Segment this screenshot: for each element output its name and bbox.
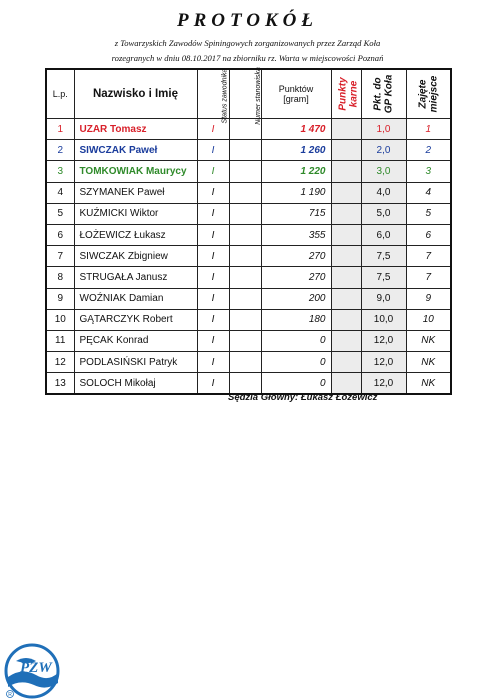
pzw-logo-icon bbox=[2, 641, 62, 699]
row-points: 270 bbox=[261, 246, 331, 267]
row-lp: 6 bbox=[46, 224, 74, 245]
row-penalty bbox=[331, 203, 361, 224]
row-lp: 9 bbox=[46, 288, 74, 309]
row-stand bbox=[229, 309, 261, 330]
table-row bbox=[46, 224, 451, 245]
header-penalty bbox=[331, 69, 361, 119]
row-points: 270 bbox=[261, 267, 331, 288]
header-points bbox=[261, 69, 331, 119]
row-place: 7 bbox=[406, 267, 451, 288]
row-place: NK bbox=[406, 352, 451, 373]
table-row bbox=[46, 119, 451, 140]
row-stand bbox=[229, 161, 261, 182]
row-status: I bbox=[197, 352, 229, 373]
row-gp: 9,0 bbox=[361, 288, 406, 309]
svg-text:PZW: PZW bbox=[20, 660, 52, 676]
table-row bbox=[46, 309, 451, 330]
row-points: 1 190 bbox=[261, 182, 331, 203]
row-gp: 10,0 bbox=[361, 309, 406, 330]
row-lp: 5 bbox=[46, 203, 74, 224]
row-penalty bbox=[331, 161, 361, 182]
row-points: 180 bbox=[261, 309, 331, 330]
row-points: 200 bbox=[261, 288, 331, 309]
row-gp: 1,0 bbox=[361, 119, 406, 140]
row-lp: 7 bbox=[46, 246, 74, 267]
row-stand bbox=[229, 246, 261, 267]
row-status: I bbox=[197, 161, 229, 182]
row-status: I bbox=[197, 309, 229, 330]
table-row bbox=[46, 161, 451, 182]
row-gp: 4,0 bbox=[361, 182, 406, 203]
row-penalty bbox=[331, 182, 361, 203]
row-lp: 8 bbox=[46, 267, 74, 288]
header-status bbox=[197, 68, 229, 123]
row-name: SIWCZAK Paweł bbox=[74, 140, 197, 161]
table-row bbox=[46, 203, 451, 224]
row-stand bbox=[229, 224, 261, 245]
table-row bbox=[46, 182, 451, 203]
row-lp: 4 bbox=[46, 182, 74, 203]
row-points: 0 bbox=[261, 330, 331, 351]
table-row bbox=[46, 140, 451, 161]
row-place: 4 bbox=[406, 182, 451, 203]
header-lp: L.p. bbox=[46, 69, 74, 119]
row-penalty bbox=[331, 267, 361, 288]
header-points-label: Punktów bbox=[278, 84, 314, 94]
row-gp: 12,0 bbox=[361, 330, 406, 351]
row-gp: 6,0 bbox=[361, 224, 406, 245]
row-lp: 11 bbox=[46, 330, 74, 351]
row-name: UZAR Tomasz bbox=[74, 119, 197, 140]
row-penalty bbox=[331, 352, 361, 373]
row-place: 5 bbox=[406, 203, 451, 224]
header-stand-label: Numer stanowiska bbox=[254, 66, 262, 125]
row-gp: 12,0 bbox=[361, 352, 406, 373]
header-gp-label: Pkt. do GP Koła bbox=[372, 74, 395, 114]
table-row bbox=[46, 352, 451, 373]
table-row bbox=[46, 246, 451, 267]
row-status: I bbox=[197, 330, 229, 351]
row-place: 10 bbox=[406, 309, 451, 330]
row-name: KUŹMICKI Wiktor bbox=[74, 203, 197, 224]
results-table bbox=[45, 68, 452, 395]
row-gp: 7,5 bbox=[361, 246, 406, 267]
row-status: I bbox=[197, 224, 229, 245]
row-stand bbox=[229, 140, 261, 161]
row-lp: 13 bbox=[46, 373, 74, 395]
row-status: I bbox=[197, 119, 229, 140]
table-row bbox=[46, 288, 451, 309]
row-gp: 2,0 bbox=[361, 140, 406, 161]
row-status: I bbox=[197, 182, 229, 203]
table-header-row bbox=[46, 69, 451, 119]
table-row bbox=[46, 267, 451, 288]
row-points: 1 260 bbox=[261, 140, 331, 161]
document-subtitle-2: rozegranych w dniu 08.10.2017 na zbiorniku rz. Warta w miejscowości Poznań bbox=[111, 53, 384, 63]
header-stand bbox=[229, 66, 262, 125]
row-penalty bbox=[331, 330, 361, 351]
chief-judge: Sędzia Główny: Łukasz Łożewicz bbox=[228, 392, 378, 403]
row-lp: 10 bbox=[46, 309, 74, 330]
row-points: 1 220 bbox=[261, 161, 331, 182]
row-penalty bbox=[331, 288, 361, 309]
row-gp: 12,0 bbox=[361, 373, 406, 395]
row-penalty bbox=[331, 224, 361, 245]
row-status: I bbox=[197, 203, 229, 224]
row-name: WOŹNIAK Damian bbox=[74, 288, 197, 309]
row-name: STRUGAŁA Janusz bbox=[74, 267, 197, 288]
row-stand bbox=[229, 330, 261, 351]
header-place bbox=[406, 69, 451, 119]
row-stand bbox=[229, 288, 261, 309]
row-points: 355 bbox=[261, 224, 331, 245]
row-lp: 1 bbox=[46, 119, 74, 140]
header-penalty-label: Punkty karne bbox=[337, 77, 360, 111]
row-lp: 12 bbox=[46, 352, 74, 373]
table-row bbox=[46, 330, 451, 351]
row-status: I bbox=[197, 373, 229, 395]
row-place: 6 bbox=[406, 224, 451, 245]
document-subtitle-1: z Towarzyskich Zawodów Spiningowych zorganizowanych przez Zarząd Koła bbox=[114, 38, 381, 48]
row-points: 0 bbox=[261, 373, 331, 395]
svg-text:R: R bbox=[8, 692, 12, 698]
row-penalty bbox=[331, 246, 361, 267]
row-status: I bbox=[197, 140, 229, 161]
row-gp: 3,0 bbox=[361, 161, 406, 182]
row-place: NK bbox=[406, 330, 451, 351]
row-stand bbox=[229, 203, 261, 224]
row-place: NK bbox=[406, 373, 451, 395]
row-stand bbox=[229, 267, 261, 288]
row-gp: 7,5 bbox=[361, 267, 406, 288]
header-status-label: Status zawodnika bbox=[220, 68, 228, 123]
row-name: SOLOCH Mikołaj bbox=[74, 373, 197, 395]
row-status: I bbox=[197, 267, 229, 288]
row-penalty bbox=[331, 309, 361, 330]
header-points-unit: [gram] bbox=[283, 94, 309, 104]
row-status: I bbox=[197, 246, 229, 267]
row-points: 0 bbox=[261, 352, 331, 373]
row-place: 7 bbox=[406, 246, 451, 267]
row-name: TOMKOWIAK Maurycy bbox=[74, 161, 197, 182]
document-title: PROTOKÓŁ bbox=[177, 10, 318, 31]
row-penalty bbox=[331, 140, 361, 161]
row-penalty bbox=[331, 119, 361, 140]
row-stand bbox=[229, 182, 261, 203]
row-name: GĄTARCZYK Robert bbox=[74, 309, 197, 330]
row-name: SZYMANEK Paweł bbox=[74, 182, 197, 203]
row-place: 9 bbox=[406, 288, 451, 309]
row-gp: 5,0 bbox=[361, 203, 406, 224]
row-name: SIWCZAK Zbigniew bbox=[74, 246, 197, 267]
row-points: 715 bbox=[261, 203, 331, 224]
row-name: PODLASIŃSKI Patryk bbox=[74, 352, 197, 373]
row-name: PĘCAK Konrad bbox=[74, 330, 197, 351]
row-name: ŁOŻEWICZ Łukasz bbox=[74, 224, 197, 245]
header-place-label: Zajęte miejsce bbox=[417, 75, 440, 113]
row-stand bbox=[229, 352, 261, 373]
row-place: 2 bbox=[406, 140, 451, 161]
header-gp bbox=[361, 69, 406, 119]
header-name: Nazwisko i Imię bbox=[74, 69, 197, 119]
row-status: I bbox=[197, 288, 229, 309]
row-lp: 2 bbox=[46, 140, 74, 161]
row-points: 1 470 bbox=[261, 119, 331, 140]
row-place: 1 bbox=[406, 119, 451, 140]
row-place: 3 bbox=[406, 161, 451, 182]
row-lp: 3 bbox=[46, 161, 74, 182]
